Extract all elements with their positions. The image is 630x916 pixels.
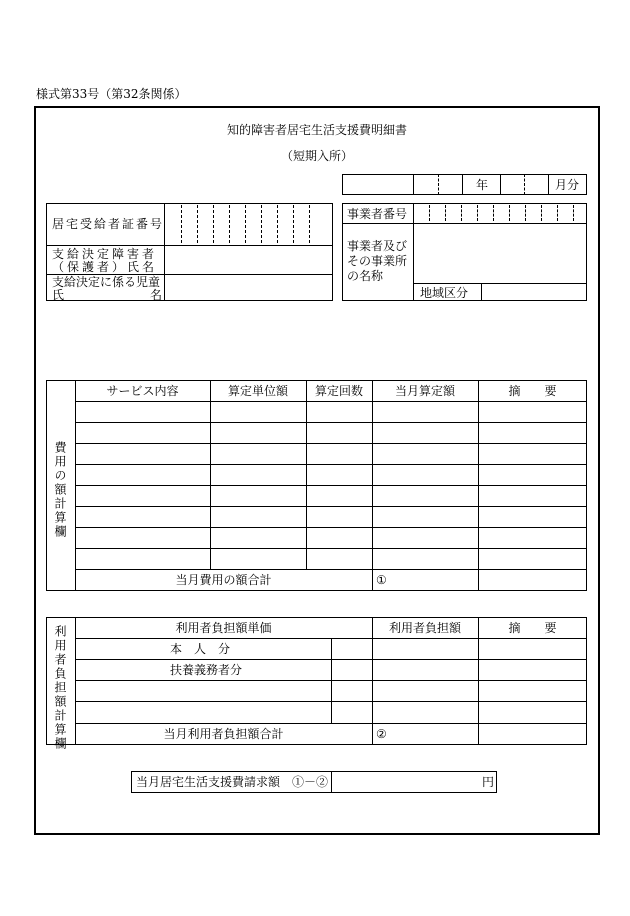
year-label: 年 (476, 178, 489, 192)
year-field[interactable] (414, 175, 461, 194)
burden-total-mark: ② (376, 727, 387, 741)
burden-rows-input[interactable] (76, 639, 586, 722)
header-unit: 算定単位額 (227, 384, 288, 398)
cert-number-field[interactable] (165, 204, 332, 244)
month-label: 月分 (555, 178, 580, 192)
guardian-name-label: 支給決定障害者 (52, 247, 158, 261)
cost-total-label: 当月費用の額合計 (175, 573, 272, 587)
burden-side-label: 利用者負担額計算欄 (53, 625, 67, 751)
header-burden-remarks: 摘 要 (508, 621, 557, 635)
provider-name-label: 事業者及び (347, 239, 408, 253)
form-number: 様式第33号（第32条関係） (36, 87, 187, 101)
claim-unit: 円 (482, 775, 495, 789)
burden-total-label: 当月利用者負担額合計 (163, 727, 284, 741)
burden-total-field[interactable] (386, 724, 477, 744)
cost-rows-input[interactable] (76, 402, 586, 568)
cost-side-label: 費用の額計算欄 (53, 441, 67, 539)
page-subtitle: （短期入所） (280, 149, 353, 163)
provider-name-field[interactable] (414, 224, 586, 282)
cert-number-label: 居宅受給者証番号 (52, 217, 165, 231)
cost-total-mark: ① (376, 573, 387, 587)
header-service: サービス内容 (106, 384, 179, 398)
child-name-field[interactable] (165, 275, 332, 300)
month-field[interactable] (501, 175, 547, 194)
child-name-label: 支給決定に係る児童 (52, 275, 161, 289)
cost-total-field[interactable] (386, 570, 477, 590)
header-burden-unit: 利用者負担額単価 (175, 621, 272, 635)
region-label: 地域区分 (420, 286, 469, 300)
provider-number-field[interactable] (414, 204, 586, 222)
header-remarks: 摘 要 (508, 384, 557, 398)
header-amount: 当月算定額 (394, 384, 455, 398)
row-supporter-label: 扶養義務者分 (170, 663, 243, 677)
provider-number-label: 事業者番号 (347, 207, 408, 221)
region-field[interactable] (482, 284, 586, 300)
claim-amount-field[interactable] (332, 772, 480, 792)
row-self-label: 本 人 分 (170, 642, 231, 656)
header-count: 算定回数 (314, 384, 363, 398)
header-burden-amount: 利用者負担額 (388, 621, 461, 635)
claim-label: 当月居宅生活支援費請求額 ①－② (136, 775, 329, 789)
page-title: 知的障害者居宅生活支援費明細書 (226, 123, 407, 137)
guardian-name-field[interactable] (165, 246, 332, 273)
date-box (342, 174, 587, 195)
